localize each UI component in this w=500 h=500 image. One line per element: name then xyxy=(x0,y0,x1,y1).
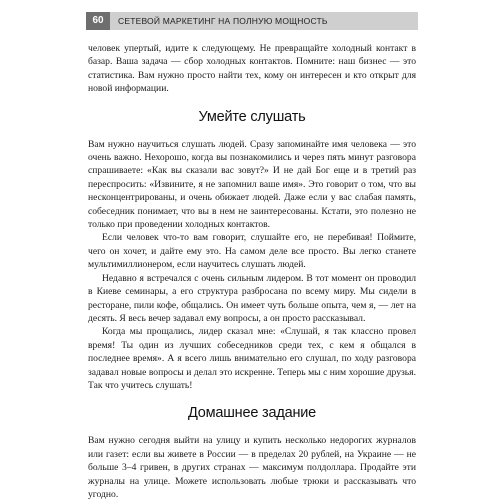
body-paragraph: Вам нужно научиться слушать людей. Сразу запоминайте имя человека — это очень важно. Нехорошо, когда вы познакомились и через пять минут разговора спрашиваете: «Как вы сказали вас зовут?» И не дай Бог еще и в третий раз переспросить: «Извините, я не запомнил ваше имя». Это говорит о том, что вы несконцентрированы, и очень обижает людей. Даже если у вас слабая память, собеседник понимает, что вы в нем не заинтересованы. Кстати, это полезно не только при проведении холодных контактов. xyxy=(88,138,416,231)
body-paragraph: Вам нужно сегодня выйти на улицу и купить несколько недорогих журналов или газет: если вы живете в России — в пределах 20 рублей, на Украине — не больше 3–4 гривен, в других странах — максимум полдоллара. Продайте эти журналы на улице. Можете использовать любые трюки и рассказывать что угодно. xyxy=(88,435,416,500)
page-body xyxy=(88,42,416,500)
intro-paragraph: человек упертый, идите к следующему. Не превращайте холодный контакт в базар. Ваша задача — сбор холодных контактов. Помните: наш бизнес — это статистика. Вам нужно просто найти тех, кому он интересен и кто открыт для новой информации. xyxy=(88,43,416,95)
page-number: 60 xyxy=(86,12,110,30)
body-paragraph: Недавно я встречался с очень сильным лидером. В тот момент он проводил в Киеве семинары, а его структура разбросана по всему миру. Мы сидели в ресторане, пили кофе, общались. Он имеет чуть больше опыта, чем я, — лет на десять. Я весь вечер задавал ему вопросы, а он просто рассказывал. xyxy=(88,272,416,324)
body-paragraph: Когда мы прощались, лидер сказал мне: «Слушай, я так классно провел время! Ты один из лучших собеседников среди тех, с кем я общался в последнее время». А я всего лишь внимательно его слушал, по ходу разговора задавал новые вопросы и делал это искренне. Теперь мы с ним хорошие друзья. Так что учитесь слушать! xyxy=(88,326,416,391)
body-paragraph: Если человек что-то вам говорит, слушайте его, не перебивая! Поймите, чего он хочет, и дайте ему это. На самом деле все просто. Вы легко станете мультимиллионером, если научитесь слушать людей. xyxy=(88,232,416,271)
section-heading-homework: Домашнее задание xyxy=(187,405,317,422)
running-header xyxy=(86,12,418,30)
section-heading-listen: Умейте слушать xyxy=(198,108,306,125)
running-title: СЕТЕВОЙ МАРКЕТИНГ НА ПОЛНУЮ МОЩНОСТЬ xyxy=(118,16,328,26)
